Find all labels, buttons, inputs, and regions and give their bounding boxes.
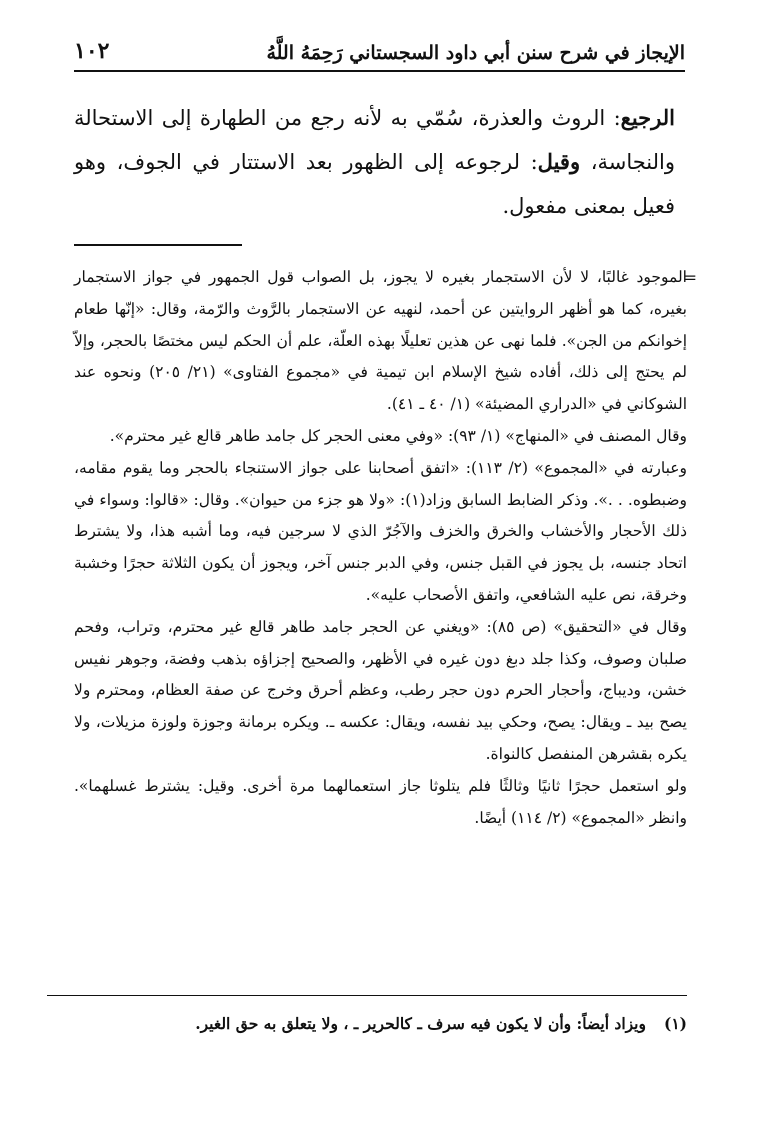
running-header [74, 34, 685, 72]
note-paragraph: وعبارته في «المجموع» (٢/ ١١٣): «اتفق أصحابنا على جواز الاستنجاء بالحجر وما يقوم مقامه، وضبطوه. . .». وذكر الضابط السابق وزاد(١): «ولا هو جزء من حيوان». وقال: «قالوا: وسواء في ذلك الأحجار والأخشاب والخرق والخزف والآجُرّ الذي لا سرجين فيه، وما أشبه هذا، ولا يشترط اتحاد جنسه، بل يجوز في القبل جنس، وفي الدبر جنس آخر، ويجوز أن يكون الثلاثة حجرًا وخشبة وخرقة، نص عليه الشافعي، واتفق الأصحاب عليه». [74, 458, 687, 604]
continuation-mark: = [683, 268, 697, 287]
main-text [74, 96, 675, 228]
notes-separator [74, 244, 242, 246]
definition-qeel: : لرجوعه إلى الظهور بعد الاستتار في الجوف، وهو فعيل بمعنى مفعول. [74, 150, 675, 218]
footnote [74, 1010, 687, 1038]
footnote-separator [47, 995, 687, 996]
definition-rajee: : الروث والعذرة، سُمّي به لأنه رجع من الطهارة إلى الاستحالة والنجاسة، [74, 106, 675, 174]
commentary-notes [74, 262, 697, 834]
note-paragraph: الموجود غالبًا، لا لأن الاستجمار بغيره لا يجوز، بل الصواب قول الجمهور في جواز الاستجمار بغيره، كما هو أظهر الروايتين عن أحمد، لنهيه عن الاستجمار بالرَّوث والرّمة، وقال: «إنّها طعام إخوانكم من الجن». فلما نهى عن هذين تعليلًا بهذه العلّة، علم أن الحكم ليس مختصًا بالحجر، وإلاّ لم يحتج إلى ذلك، أفاده شيخ الإسلام ابن تيمية في «مجموع الفتاوى» (٢١/ ٢٠٥) ونحوه عند الشوكاني في «الدراري المضيئة» (١/ ٤٠ ـ ٤١). [74, 268, 688, 414]
page-number: ١٠٢ [74, 38, 110, 64]
note-paragraph: ولو استعمل حجرًا ثانيًا وثالثًا فلم يتلوثا جاز استعمالهما مرة أخرى. وقيل: يشترط غسلهما». وانظر «المجموع» (٢/ ١١٤) أيضًا. [74, 776, 687, 827]
note-paragraph: وقال في «التحقيق» (ص ٨٥): «ويغني عن الحجر جامد طاهر قالع غير محترم، وتراب، وفحم صلبان وصوف، وكذا جلد دبغ دون غيره في الأظهر، والصحيح إجزاؤه بذهب وفضة، وجوهر نفيس خشن، وديباج، وأحجار الحرم دون حجر رطب، وعظم أحرق وخرج عن صفة العظام، ومحترم ولا يصح بيد ـ ويقال: يصح، وحكي بيد نفسه، ويقال: عكسه ـ. ويكره برمانة وجوزة ولوزة مزيلات، ولا يكره بقشرهن المنفصل كالنواة. [74, 617, 687, 763]
footnote-text: ويزاد أيضاً: وأن لا يكون فيه سرف ـ كالحرير ـ ، ولا يتعلق به حق الغير. [195, 1014, 646, 1033]
term-rajee: الرجيع [620, 105, 675, 130]
note-paragraph: وقال المصنف في «المنهاج» (١/ ٩٣): «وفي معنى الحجر كل جامد طاهر قالع غير محترم». [109, 426, 687, 445]
book-title: الإيجاز في شرح سنن أبي داود السجستاني رَحِمَهُ اللَّهُ [266, 42, 685, 64]
footnote-mark: (١) [663, 1014, 687, 1033]
term-qeel: وقيل [537, 149, 581, 174]
